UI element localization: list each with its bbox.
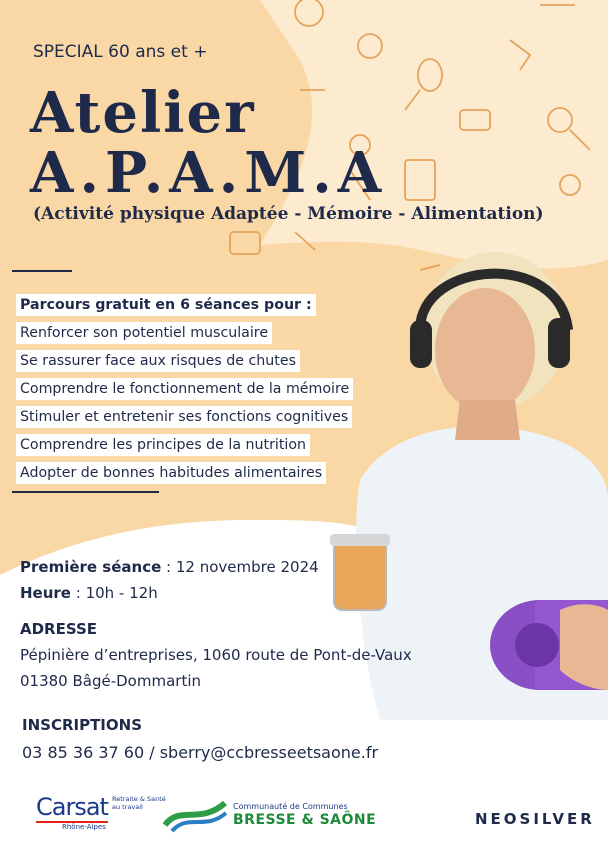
list-item: Comprendre le fonctionnement de la mémoire bbox=[16, 378, 353, 400]
signup-contact: 03 85 36 37 60 / sberry@ccbresseetsaone.fr bbox=[22, 743, 379, 762]
first-session-label: Première séance bbox=[20, 558, 162, 576]
program-list bbox=[16, 294, 353, 490]
cc-name: BRESSE & SAÔNE bbox=[233, 812, 377, 828]
signup-heading: INSCRIPTIONS bbox=[22, 716, 142, 734]
pale-background-shape bbox=[260, 0, 608, 269]
list-item: Stimuler et entretenir ses fonctions cognitives bbox=[16, 406, 352, 428]
bresse-saone-emblem bbox=[160, 795, 230, 833]
carsat-region: Rhône-Alpes bbox=[62, 823, 106, 831]
person-face bbox=[435, 288, 535, 412]
divider-top bbox=[12, 270, 72, 272]
carsat-underline bbox=[36, 821, 108, 823]
page-subtitle: (Activité physique Adaptée - Mémoire - Alimentation) bbox=[33, 204, 544, 224]
list-item: Adopter de bonnes habitudes alimentaires bbox=[16, 462, 326, 484]
time-value: : 10h - 12h bbox=[70, 584, 158, 602]
neosilver-logo: NEOSILVER bbox=[475, 810, 595, 828]
session-time bbox=[20, 584, 158, 602]
page-title: Atelier bbox=[30, 80, 256, 146]
smoothie-jar bbox=[334, 540, 386, 610]
target-audience: SPECIAL 60 ans et + bbox=[33, 42, 208, 62]
carsat-logo bbox=[36, 793, 176, 835]
carsat-tagline: Retraite & Santé au travail bbox=[112, 795, 166, 811]
list-item: Renforcer son potentiel musculaire bbox=[16, 322, 272, 344]
address-line-1: Pépinière d’entreprises, 1060 route de Pont-de-Vaux bbox=[20, 646, 412, 664]
list-item: Comprendre les principes de la nutrition bbox=[16, 434, 310, 456]
address-line-2: 01380 Bâgé-Dommartin bbox=[20, 672, 201, 690]
carsat-name: Carsat bbox=[36, 793, 108, 821]
time-label: Heure bbox=[20, 584, 71, 602]
first-session-value: : 12 novembre 2024 bbox=[161, 558, 319, 576]
workshop-acronym: A.P.A.M.A bbox=[30, 140, 388, 206]
address-heading: ADRESSE bbox=[20, 620, 98, 638]
program-intro: Parcours gratuit en 6 séances pour : bbox=[16, 294, 316, 316]
cc-label: Communauté de Communes bbox=[233, 802, 348, 811]
list-item: Se rassurer face aux risques de chutes bbox=[16, 350, 300, 372]
first-session bbox=[20, 558, 319, 576]
divider-bottom bbox=[12, 491, 159, 493]
person-neck bbox=[455, 400, 520, 440]
